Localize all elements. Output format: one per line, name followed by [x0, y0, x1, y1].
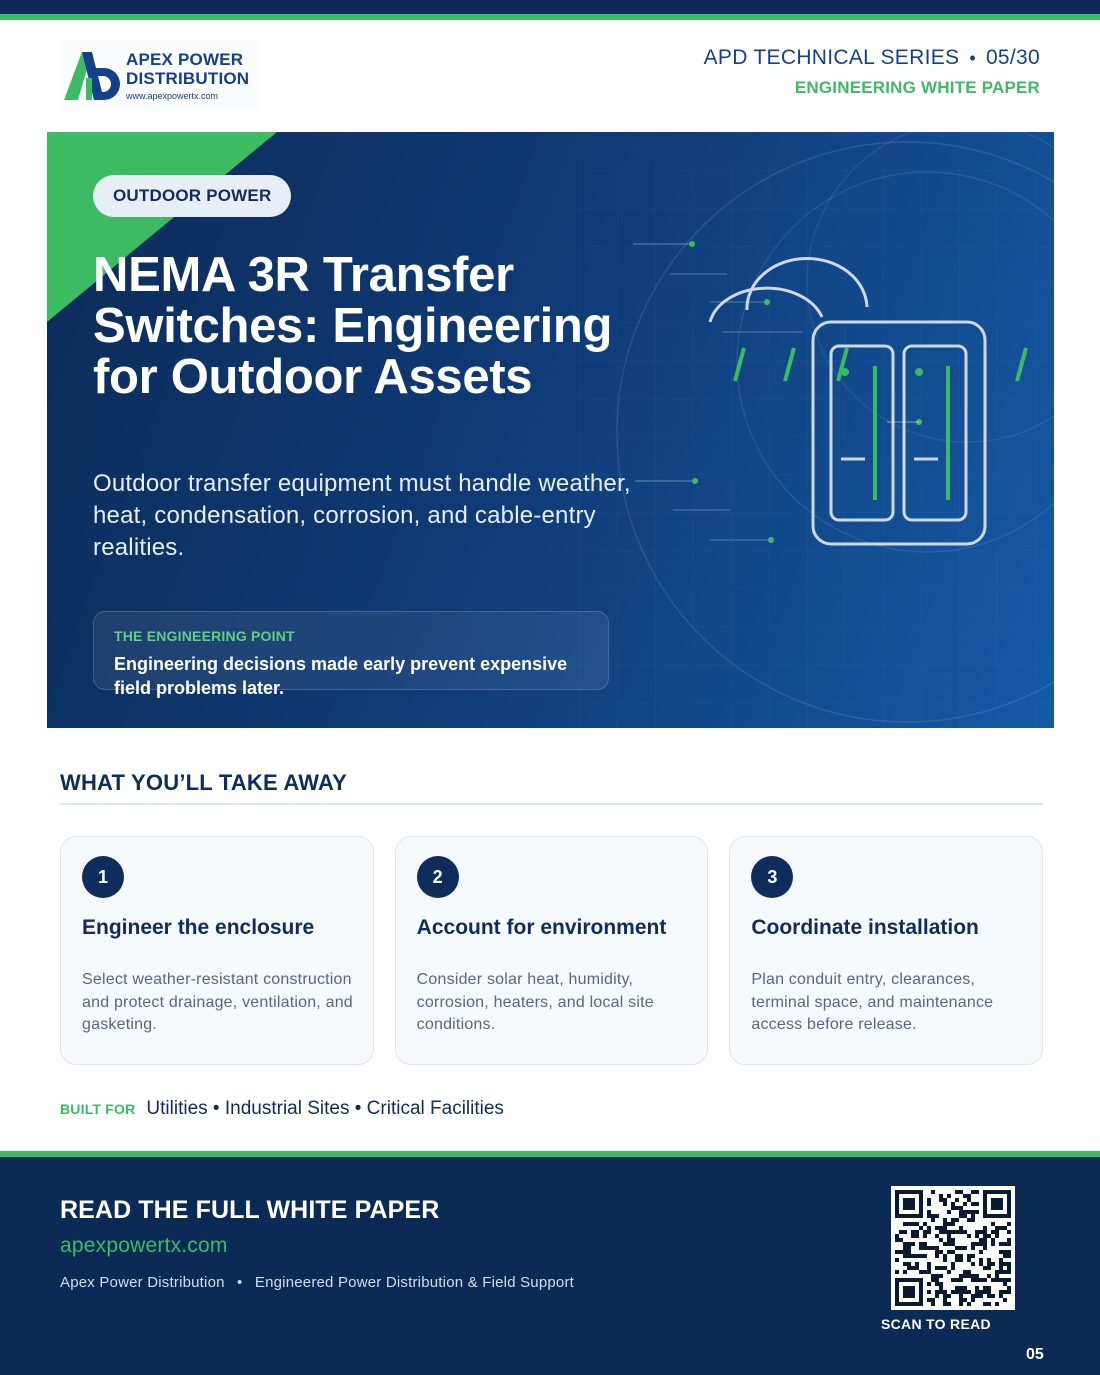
card-number-badge: 1: [82, 856, 124, 898]
footer-link[interactable]: apexpowertx.com: [60, 1234, 228, 1257]
page-title: NEMA 3R Transfer Switches: Engineering for Outdoor Assets: [93, 248, 613, 404]
card-body: Select weather-resistant construction and protect drainage, ventilation, and gasketing.: [82, 971, 353, 1033]
callout-text: Engineering decisions made early prevent expensive field problems later.: [114, 654, 568, 698]
built-for-label: BUILT FOR: [60, 1101, 136, 1117]
card-title: Coordinate installation: [751, 916, 979, 939]
hero-banner: [47, 132, 1054, 728]
series-separator: •: [969, 47, 976, 68]
brand-name-line1: APEX POWER: [126, 49, 244, 69]
card-number-badge: 3: [751, 856, 793, 898]
built-for-line: [60, 1098, 504, 1120]
series-issue: 05/30: [985, 46, 1040, 69]
logo-mark-icon: [60, 44, 122, 106]
hero-subtitle: Outdoor transfer equipment must handle weather, heat, condensation, corrosion, and cable-entry realities.: [93, 470, 631, 561]
card-body: Plan conduit entry, clearances, terminal space, and maintenance access before release.: [751, 971, 994, 1033]
takeaway-cards: [60, 836, 1043, 1065]
takeaway-card: [729, 836, 1043, 1065]
brand-name-line2: DISTRIBUTION: [126, 68, 250, 88]
built-for-list: Utilities • Industrial Sites • Critical Facilities: [146, 1098, 504, 1119]
takeaway-card: [395, 836, 709, 1065]
footer-separator: •: [237, 1274, 243, 1291]
series-name: APD TECHNICAL SERIES: [703, 46, 960, 69]
footer-meta: [60, 1274, 574, 1291]
callout-label: THE ENGINEERING POINT: [114, 628, 295, 644]
top-stripe: [0, 0, 1100, 20]
page-number: 05: [1026, 1346, 1044, 1363]
series-header: [704, 46, 1040, 98]
card-body: Consider solar heat, humidity, corrosion, heaters, and local site conditions.: [416, 971, 654, 1033]
qr-code[interactable]: [891, 1186, 1015, 1310]
engineering-point-callout: [93, 611, 609, 698]
document-type: ENGINEERING WHITE PAPER: [794, 78, 1040, 97]
takeaway-card: [60, 836, 374, 1065]
takeaway-heading: WHAT YOU’LL TAKE AWAY: [60, 770, 347, 795]
card-title: Engineer the enclosure: [82, 916, 315, 939]
section-divider: [60, 803, 1043, 805]
logo-text: [126, 50, 249, 101]
card-title: Account for environment: [416, 916, 667, 939]
qr-label: SCAN TO READ: [881, 1316, 991, 1332]
brand-url: www.apexpowertx.com: [126, 90, 219, 101]
footer-tagline: Engineered Power Distribution & Field Support: [254, 1274, 575, 1291]
footer: [0, 1151, 1100, 1375]
category-tag: OUTDOOR POWER: [93, 175, 291, 217]
footer-cta: READ THE FULL WHITE PAPER: [60, 1196, 440, 1224]
brand-logo[interactable]: [60, 40, 260, 110]
footer-company: Apex Power Distribution: [60, 1274, 225, 1291]
series-line: [704, 46, 1040, 70]
card-number-badge: 2: [417, 856, 459, 898]
